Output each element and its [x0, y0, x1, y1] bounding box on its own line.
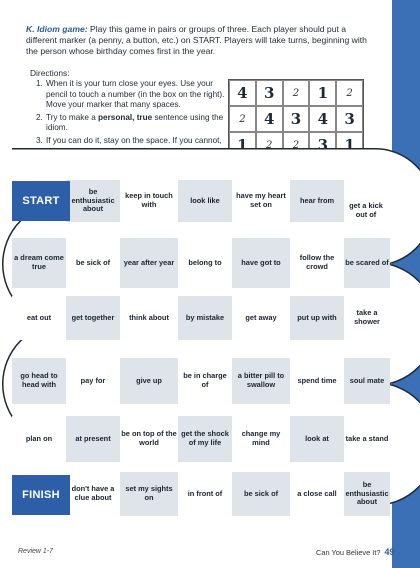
step-number: 3.: [36, 135, 43, 145]
board-space[interactable]: pay for: [66, 358, 120, 404]
board-space[interactable]: change my mind: [232, 416, 290, 462]
board-space[interactable]: take a shower: [344, 296, 390, 340]
step-text: The first person to reach FINISH is the winner.: [46, 159, 214, 169]
number-cell[interactable]: 1: [336, 132, 363, 158]
board-space[interactable]: year after year: [120, 238, 178, 288]
board-space[interactable]: soul mate: [344, 358, 390, 404]
board-space[interactable]: get together: [66, 296, 120, 340]
step-text: If you can do it, stay on the space. If you cannot, go back two spaces.: [46, 135, 222, 156]
number-cell[interactable]: 1: [309, 80, 336, 106]
board-space[interactable]: get the shock of my life: [178, 416, 232, 462]
step-number: 2.: [36, 112, 43, 122]
board-space[interactable]: give up: [120, 358, 178, 404]
board-space[interactable]: don't have a clue about: [66, 472, 120, 516]
board-space[interactable]: look at: [290, 416, 344, 462]
board-space[interactable]: be sick of: [232, 472, 290, 516]
board-space[interactable]: set my sights on: [120, 472, 178, 516]
step-text: When it is your turn close your eyes. Use your pencil to touch a number (in the box on the right). Move your marker that many spaces.: [46, 79, 225, 110]
number-cell[interactable]: 2: [336, 80, 363, 106]
board-space[interactable]: take a stand: [344, 416, 390, 462]
number-cell[interactable]: 2: [256, 132, 283, 158]
footer-chapter-title: Can You Believe It?: [316, 548, 381, 557]
number-cell[interactable]: 2: [229, 106, 256, 132]
board-space[interactable]: a dream come true: [12, 238, 66, 288]
number-cell[interactable]: 3: [309, 132, 336, 158]
board-space[interactable]: a bitter pill to swallow: [232, 358, 290, 404]
board-space[interactable]: be scared of: [344, 238, 390, 288]
number-cell[interactable]: 3: [256, 80, 283, 106]
board-space[interactable]: at present: [66, 416, 120, 462]
number-cell[interactable]: 2: [283, 132, 310, 158]
board-space[interactable]: eat out: [12, 296, 66, 340]
number-cell[interactable]: 4: [309, 106, 336, 132]
board-space[interactable]: think about: [120, 296, 178, 340]
start-space[interactable]: START: [12, 181, 70, 221]
board-space[interactable]: belong to: [178, 238, 232, 288]
number-cell[interactable]: 4: [256, 106, 283, 132]
number-cell[interactable]: 1: [229, 132, 256, 158]
finish-space[interactable]: FINISH: [12, 475, 70, 515]
step-number: 1.: [36, 79, 43, 88]
section-title: K. Idiom game:: [26, 24, 88, 34]
step-text: Try to make a: [46, 112, 99, 122]
board-space[interactable]: be on top of the world: [120, 416, 178, 462]
board-space[interactable]: have got to: [232, 238, 290, 288]
board-space[interactable]: a close call: [290, 472, 344, 516]
footer-review-label: Review 1-7: [18, 548, 54, 555]
step-emphasis: personal, true: [98, 112, 153, 122]
board-space[interactable]: have my heart set on: [232, 180, 290, 222]
board-space[interactable]: spend time: [290, 358, 344, 404]
board-space[interactable]: in front of: [178, 472, 232, 516]
footer-title: [316, 547, 395, 557]
board-space[interactable]: go head to head with: [12, 358, 66, 404]
board-space[interactable]: by mistake: [178, 296, 232, 340]
board-space[interactable]: plan on: [12, 416, 66, 462]
board-space[interactable]: be enthusiastic about: [66, 180, 120, 222]
board-space[interactable]: look like: [178, 180, 232, 222]
number-cell[interactable]: 3: [336, 106, 363, 132]
board-space[interactable]: be enthusiastic about: [344, 472, 390, 516]
board-space[interactable]: be in charge of: [178, 358, 232, 404]
board-space[interactable]: put up with: [290, 296, 344, 340]
board-space[interactable]: follow the crowd: [290, 238, 344, 288]
page-number: 49: [384, 547, 395, 557]
number-cell[interactable]: 4: [229, 80, 256, 106]
step-number: 4.: [36, 159, 43, 169]
board-space[interactable]: be sick of: [66, 238, 120, 288]
number-cell[interactable]: 2: [283, 80, 310, 106]
intro-text: Play this game in pairs or groups of three. Each player should put a different marker (a penny, a button, etc.) on START. Players will take turns, beginning with the person whose birthday comes first in the year.: [26, 24, 367, 57]
number-cell[interactable]: 3: [283, 106, 310, 132]
board-space[interactable]: keep in touch with: [120, 180, 178, 222]
step-text: sentence using the idiom.: [46, 112, 224, 133]
directions-label: Directions:: [30, 68, 70, 78]
board-space[interactable]: hear from: [290, 180, 344, 222]
board-space[interactable]: get a kick out of: [344, 186, 388, 236]
board-space[interactable]: get away: [232, 296, 290, 340]
